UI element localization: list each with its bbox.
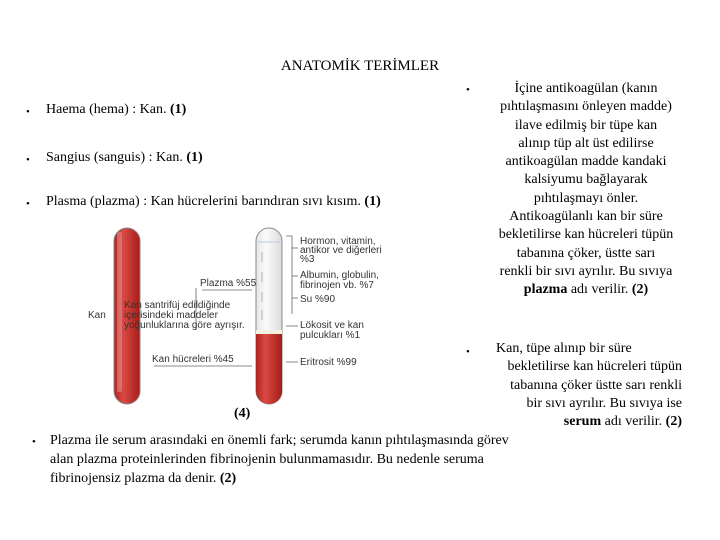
separated-tube — [256, 228, 282, 404]
text-line: bekletilirse kan hücreleri tüpün — [498, 227, 674, 243]
term-serum-bold: serum — [563, 414, 602, 430]
definition-sangius: : Kan. — [145, 150, 187, 165]
text-line: pıhtılaşmasını önleyen madde) — [500, 99, 672, 115]
text-line: ilave edilmiş bir tüpe kan — [514, 117, 658, 133]
bullet-dot: • — [26, 198, 30, 210]
label-kan-hucreleri: Kan hücreleri %45 — [152, 354, 234, 365]
text-line: tabanına çöker, üstte sarı — [516, 245, 656, 261]
right-paragraph-serum — [470, 340, 682, 431]
buffy-coat-layer — [256, 330, 282, 334]
bullet-dot: • — [466, 346, 470, 358]
term-haema: Haema (hema) — [46, 102, 129, 117]
label-kan: Kan — [88, 310, 106, 321]
bullet-dot: • — [26, 154, 30, 166]
label-santrifuj-1: Kan santrifüj edildiğinde — [124, 300, 231, 311]
definition-plasma: : Kan hücrelerini barındıran sıvı kısım. — [139, 194, 365, 209]
label-santrifuj-3: yoğunluklarına göre ayrışır. — [124, 320, 245, 331]
bullet-dot: • — [32, 436, 36, 448]
label-albumin-1: Albumin, globulin, — [300, 270, 379, 281]
bullet-sangius — [46, 148, 203, 168]
ref-plasma: (1) — [364, 194, 381, 209]
label-eritrosit: Eritrosit %99 — [300, 357, 357, 368]
bullet-haema — [46, 100, 186, 120]
text-line: antikoagülan madde kandaki — [505, 154, 667, 170]
text-line: Plazma ile serum arasındaki en önemli fark; serumda kanın pıhtılaşmasında görev — [50, 433, 509, 448]
rbc-layer — [256, 334, 282, 404]
bullet-dot: • — [26, 106, 30, 118]
right-paragraph-plazma — [488, 80, 684, 300]
ref-plazma: (2) — [631, 282, 649, 298]
label-lokosit-2: pulcukları %1 — [300, 330, 361, 341]
text-line: bekletilirse kan hücreleri tüpün — [507, 359, 682, 375]
ref-bottom: (2) — [219, 471, 237, 486]
label-santrifuj-2: içerisindeki maddeler — [124, 310, 218, 321]
term-sangius: Sangius (sanguis) — [46, 150, 146, 165]
page-title: ANATOMİK TERİMLER — [280, 58, 440, 74]
definition-haema: : Kan. — [128, 102, 171, 117]
label-hormon-2: antikor ve diğerleri — [300, 245, 382, 256]
bottom-paragraph — [50, 431, 610, 488]
label-plazma: Plazma %55 — [200, 278, 257, 289]
text-line: Antikoagülanlı kan bir süre — [509, 209, 663, 225]
text-line: Kan, tüpe alınıp bir süre — [496, 341, 632, 356]
text-line — [488, 281, 684, 299]
text-line: bir sıvı ayrılır. Bu sıvıya ise — [526, 395, 682, 411]
text-line: alan plazma proteinlerinden fibrinojenin bulunmamasıdır. Bu nedenle seruma — [50, 452, 484, 467]
label-hormon-3: %3 — [300, 254, 315, 265]
label-hormon-1: Hormon, vitamin, — [300, 236, 376, 247]
text-fragment: fibrinojensiz plazma da denir. — [50, 471, 220, 486]
blood-tubes-diagram — [86, 222, 386, 412]
bullet-plasma — [46, 192, 381, 212]
text-line: tabanına çöker üstte sarı renkli — [510, 377, 682, 393]
text-line: alınıp tüp alt üst edilirse — [518, 135, 654, 151]
ref-serum: (2) — [665, 414, 682, 430]
text-line — [470, 413, 682, 431]
text-line — [50, 469, 610, 488]
text-line: kalsiyumu bağlayarak — [524, 172, 648, 188]
text-line: İçine antikoagülan (kanın — [514, 81, 658, 96]
text-line: pıhtılaşmayı önler. — [533, 190, 639, 206]
bullet-dot: • — [466, 84, 470, 96]
label-albumin-2: fibrinojen vb. %7 — [300, 280, 374, 291]
label-lokosit-1: Lökosit ve kan — [300, 320, 364, 331]
text-fragment: adı verilir. — [601, 414, 666, 430]
ref-haema: (1) — [170, 102, 187, 117]
ref-sangius: (1) — [186, 150, 203, 165]
term-plazma-bold: plazma — [523, 282, 568, 298]
diagram-ref: (4) — [234, 406, 251, 421]
label-su: Su %90 — [300, 294, 336, 305]
term-plasma: Plasma (plazma) — [46, 194, 140, 209]
text-line: renkli bir sıvı ayrılır. Bu sıvıya — [499, 263, 673, 279]
text-fragment: adı verilir. — [567, 282, 632, 298]
tube-highlight — [117, 232, 122, 392]
